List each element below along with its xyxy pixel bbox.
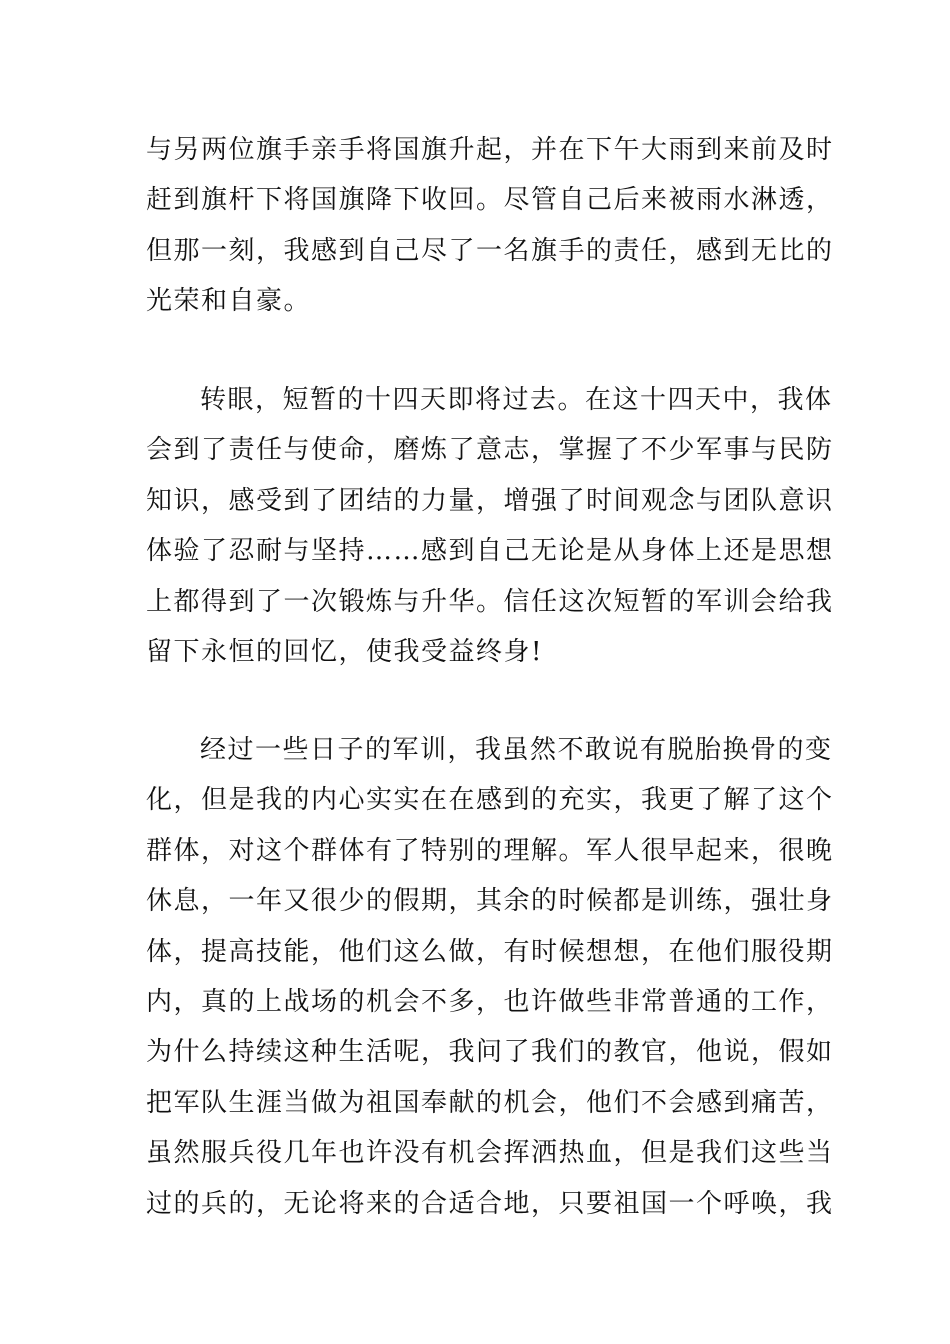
text-line: 休息，一年又很少的假期，其余的时候都是训练，强壮身 — [146, 886, 834, 917]
text-line: 体，提高技能，他们这么做，有时候想想，在他们服役期 — [146, 936, 834, 967]
text-line: 群体，对这个群体有了特别的理解。军人很早起来，很晚 — [146, 835, 834, 866]
text-line: 知识，感受到了团结的力量，增强了时间观念与团队意识 — [146, 485, 834, 516]
text-line: 转眼，短暂的十四天即将过去。在这十四天中，我体 — [200, 385, 833, 415]
text-line: 留下永恒的回忆，使我受益终身! — [146, 636, 543, 667]
paragraph-3 — [146, 725, 834, 1229]
text-line: 内，真的上战场的机会不多，也许做些非常普通的工作， — [146, 986, 834, 1017]
text-line: 为什么持续这种生活呢，我问了我们的教官，他说，假如 — [146, 1037, 834, 1068]
paragraph-1 — [146, 125, 834, 327]
text-line: 会到了责任与使命，磨炼了意志，掌握了不少军事与民防 — [146, 435, 834, 466]
text-line: 体验了忍耐与坚持……感到自己无论是从身体上还是思想 — [146, 536, 834, 567]
text-line: 把军队生涯当做为祖国奉献的机会，他们不会感到痛苦， — [146, 1087, 834, 1118]
text-line: 上都得到了一次锻炼与升华。信任这次短暂的军训会给我 — [146, 586, 834, 617]
text-line: 经过一些日子的军训，我虽然不敢说有脱胎换骨的变 — [200, 735, 833, 765]
text-line: 赶到旗杆下将国旗降下收回。尽管自己后来被雨水淋透， — [146, 185, 834, 216]
paragraph-2 — [146, 375, 834, 677]
text-line: 光荣和自豪。 — [146, 286, 312, 317]
text-line: 但那一刻，我感到自己尽了一名旗手的责任，感到无比的 — [146, 235, 834, 266]
text-line: 与另两位旗手亲手将国旗升起，并在下午大雨到来前及时 — [146, 135, 834, 165]
text-line: 化，但是我的内心实实在在感到的充实，我更了解了这个 — [146, 785, 834, 816]
text-line: 过的兵的，无论将来的合适合地，只要祖国一个呼唤，我 — [146, 1188, 834, 1219]
text-line: 虽然服兵役几年也许没有机会挥洒热血，但是我们这些当 — [146, 1138, 834, 1169]
